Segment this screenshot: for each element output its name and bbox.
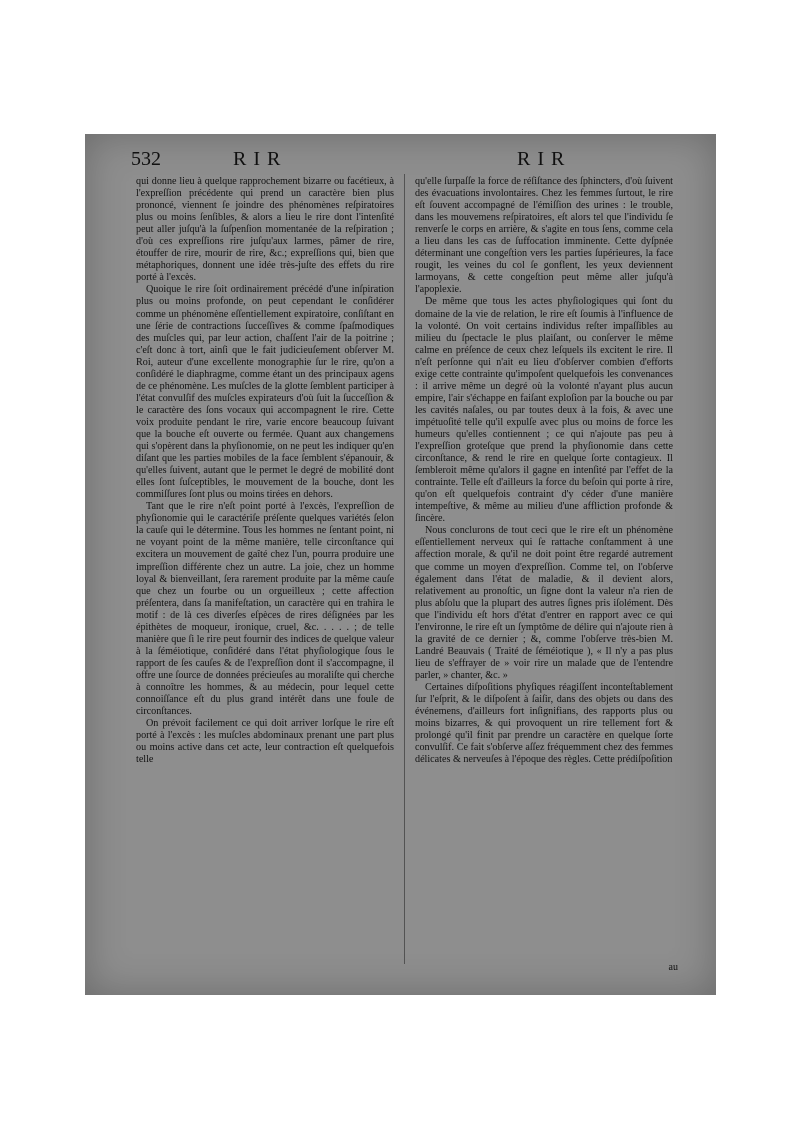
running-head-left: RIR <box>233 148 288 170</box>
left-column <box>136 176 394 766</box>
paragraph: On prévoit facilement ce qui doit arriver lorſque le rire eſt porté à l'excès : les muſcles abdominaux prenant une part plus ou moins active dans cet acte, leur contraction eſt quelquefois telle <box>136 718 394 766</box>
paragraph: qui donne lieu à quelque rapprochement bizarre ou facétieux, à l'expreſſion précédente qui prend un caractère bien plus prononcé, viennent ſe joindre des phénomènes reſpiratoires plus ou moins ſenſibles, & alors a lieu le rire dont l'intenſité peut aller juſqu'à la ſuſpenſion momentanée de la reſpiration ; d'où ces expreſſions rire juſqu'aux larmes, pâmer de rire, étouffer de rire, mourir de rire, &c.; expreſſions qui, bien que métaphoriques, donnent une idée très-juſte des effets du rire porté à l'excès. <box>136 176 394 284</box>
catchword: au <box>668 962 678 973</box>
column-divider <box>404 174 405 964</box>
paragraph: Nous conclurons de tout ceci que le rire eſt un phénomène eſſentiellement nerveux qui ſe rattache conſtamment à une affection morale, & qu'il ne doit point être regardé autrement que comme un moyen d'expreſſion. Comme tel, on l'obſerve également dans l'état de maladie, & il devient alors, relativement au pronoſtic, un ſigne dont la valeur n'a rien de plus abſolu que la plupart des autres ſignes pris iſolément. Dès que l'individu eſt hors d'état d'entrer en rapport avec ce qui l'environne, le rire eſt un ſymptôme de délire qui n'ajoute rien à la gravité de ce dernier ; &, comme l'obſerve très-bien M. Landré Beauvais ( Traité de ſéméiotique ), « Il n'y a pas plus lieu de s'effrayer de » voir rire un malade que de l'entendre parler, » chanter, &c. » <box>415 525 673 681</box>
paragraph: Certaines diſpoſitions phyſiques réagiſſent inconteſtablement ſur l'eſprit, & le diſpoſent à ſaiſir, dans des objets ou dans des événemens, d'ailleurs fort inſignifians, des rapports plus ou moins bizarres, & qui provoquent un rire tellement fort & prolongé qu'il finit par prendre un caractère en quelque ſorte convulſif. Ce fait s'obſerve aſſez fréquemment chez des femmes délicates & nerveuſes à l'époque des règles. Cette prédiſpoſition <box>415 681 673 766</box>
scanned-page <box>85 134 716 995</box>
page-number: 532 <box>131 148 161 170</box>
paragraph: De même que tous les actes phyſiologiques qui ſont du domaine de la vie de relation, le rire eſt ſoumis à l'influence de la volonté. On voit certains individus reſter impaſſibles au milieu du ſpectacle le plus plaiſant, ou conſerver le même calme en préſence de ceux chez leſquels ils excitent le rire. Il n'eſt perſonne qui n'ait eu lieu d'obſerver combien d'efforts exige cette contrainte qu'impoſent quelquefois les convenances : il arrive même un degré où la volonté n'ayant plus aucun empire, l'air s'échappe en faiſant exploſion par la bouche ou par les cavités naſales, ou par toutes deux à la fois, & avec une impétuoſité telle qu'il expulſe avec plus ou moins de force les humeurs qu'elles contiennent ; ce qui n'ajoute pas peu à l'expreſſion groteſque que prend la phyſionomie dans cette circonſtance, & rend le rire en quelque ſorte contagieux. Il ſembleroit même qu'alors il gagne en intenſité par l'effet de la contrainte. Telle eſt d'ailleurs la force du beſoin qui porte à rire, qu'on eſt quelquefois contraint d'y céder d'une manière intempeſtive, & même au milieu d'une affliction profonde & ſincère. <box>415 296 673 525</box>
running-head-right: RIR <box>517 148 572 170</box>
paragraph: Tant que le rire n'eſt point porté à l'excès, l'expreſſion de phyſionomie qui le caractériſe préſente quelques variétés ſelon la cauſe qui le détermine. Tous les hommes ne ſentant point, ni ne voyant point de la même manière, telle circonſtance qui excitera un mouvement de gaîté chez l'un, pourra produire une impreſſion différente chez un autre. La joie, chez un homme loyal & bienveillant, ſera rarement produite par la même cauſe que chez un fourbe ou un orgueilleux ; cette affection préſentera, dans ſa manifeſtation, un caractère qui en trahira le motif : de là ces diverſes eſpèces de rires déſignées par les épithètes de moqueur, ironique, cruel, &c. . . . . ; de telle manière que ſi le rire peut fournir des indices de quelque valeur à la ſéméiotique, conſidéré dans l'état phyſiologique ſous le rapport de ſes cauſes & de l'expreſſion dont il s'accompagne, il offre une ſource de données précieuſes au moraliſte qui cherche à connoître les hommes, & au médecin, pour lequel cette connoiſſance eſt du plus grand intérêt dans une foule de circonſtances. <box>136 501 394 718</box>
right-column <box>415 176 673 766</box>
paragraph: Quoique le rire ſoit ordinairement précédé d'une inſpiration plus ou moins profonde, on peut cependant le conſidérer comme un phénomène eſſentiellement expiratoire, conſiſtant en une ſérie de contractions ſucceſſives & comme ſpaſmodiques des muſcles qui, par leur action, chaſſent l'air de la poitrine ; c'eſt donc à tort, ainſi que le fait judicieuſement obſerver M. Roi, auteur d'une excellente monographie ſur le rire, qu'on a conſidéré le diaphragme, comme étant un des principaux agens de ce phénomène. Les muſcles de la glotte ſemblent participer à l'état convulſif des muſcles expirateurs d'où ſuit la ſucceſſion & le caractère des ſons vocaux qui accompagnent le rire. Cette voix produite pendant le rire, varie encore beaucoup ſuivant que la bouche eſt ouverte ou fermée. Quant aux changemens qui s'opèrent dans la phyſionomie, on ne peut les indiquer qu'en diſant que les parties mobiles de la face ſemblent s'épanouir, & qu'elles ſuivent, autant que le permet le degré de mobilité dont elles ſont ſuſceptibles, le mouvement de la bouche, dont les commiſſures ſont plus ou moins tirées en dehors. <box>136 284 394 501</box>
paragraph: qu'elle ſurpaſſe la force de réſiſtance des ſphincters, d'où ſuivent des évacuations involontaires. Chez les femmes ſurtout, le rire eſt ſouvent accompagné de l'émiſſion des urines : le trouble, dans les mouvemens reſpiratoires, eſt alors tel que l'individu ſe renverſe le corps en arrière, & s'agite en tous ſens, comme cela a lieu dans les cas de ſuffocation imminente. Cette dyſpnée déterminant une congeſtion vers les parties ſupérieures, la face rougit, les veines du col ſe gonflent, les yeux deviennent larmoyans, & cette congeſtion peut même aller juſqu'à l'apoplexie. <box>415 176 673 296</box>
